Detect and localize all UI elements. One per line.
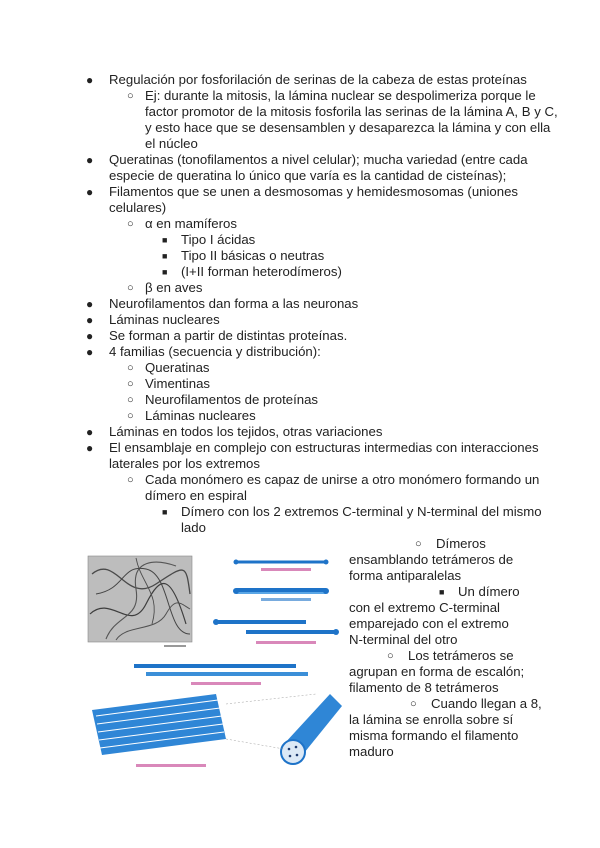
text-line: misma formando el filamento	[349, 728, 519, 743]
text-line: lado	[181, 520, 206, 535]
filament-sheet-diagram	[92, 694, 226, 767]
text-line: agrupan en forma de escalón;	[349, 664, 525, 679]
text-line: Cuando llegan a 8,	[431, 696, 542, 711]
bullet-circle: ○	[127, 394, 134, 406]
bullet-disc: ●	[86, 441, 94, 455]
text-line: (I+II forman heterodímeros)	[181, 264, 342, 279]
text-line: laterales por los extremos	[109, 456, 260, 471]
electron-micrograph	[88, 556, 192, 646]
bullet-disc: ●	[86, 313, 94, 327]
bullet-disc: ●	[86, 329, 94, 343]
text-line: Queratinas (tonofilamentos a nivel celular); mucha variedad (entre cada	[109, 152, 528, 167]
bullet-square: ■	[162, 267, 168, 277]
text-line: la lámina se enrolla sobre sí	[349, 712, 514, 727]
text-line: el núcleo	[145, 136, 198, 151]
bullet-disc: ●	[86, 297, 94, 311]
bullet-disc: ●	[86, 345, 94, 359]
protofilament-diagram	[134, 666, 308, 685]
text-line: y esto hace que se desensamblen y desaparezca la lámina y con ella	[145, 120, 551, 135]
text-line: Tipo I ácidas	[181, 232, 256, 247]
text-line: emparejado con el extremo	[349, 616, 509, 631]
monomer-diagram	[234, 560, 329, 572]
tetramer-diagram	[213, 619, 339, 644]
text-line: con el extremo C-terminal	[349, 600, 500, 615]
text-line: Regulación por fosforilación de serinas de la cabeza de estas proteínas	[109, 72, 527, 87]
bullet-circle: ○	[127, 282, 134, 294]
text-line: Queratinas	[145, 360, 210, 375]
text-line: Dímeros	[436, 536, 486, 551]
text-line: factor promotor de la mitosis fosforila las serinas de la lámina A, B y C,	[145, 104, 558, 119]
bullet-circle: ○	[127, 474, 134, 486]
text-line: Láminas nucleares	[145, 408, 256, 423]
bullet-circle: ○	[127, 90, 134, 102]
bullet-circle: ○	[127, 218, 134, 230]
text-line: Tipo II básicas o neutras	[181, 248, 325, 263]
bullet-circle: ○	[415, 538, 422, 550]
bullet-disc: ●	[86, 73, 94, 87]
text-line: celulares)	[109, 200, 167, 215]
filament-assembly-figure	[86, 544, 344, 776]
text-line: ensamblando tetrámeros de	[349, 552, 514, 567]
text-line: Los tetrámeros se	[408, 648, 514, 663]
text-line: El ensamblaje en complejo con estructuras intermedias con interacciones	[109, 440, 539, 455]
bullet-circle: ○	[127, 378, 134, 390]
text-line: Cada monómero es capaz de unirse a otro monómero formando un	[145, 472, 540, 487]
mature-filament-diagram	[226, 694, 342, 764]
text-line: Ej: durante la mitosis, la lámina nuclear se despolimeriza porque le	[145, 88, 536, 103]
text-line: β en aves	[145, 280, 203, 295]
dimer-diagram	[233, 588, 329, 601]
bullet-square: ■	[162, 507, 168, 517]
text-line: α en mamíferos	[145, 216, 237, 231]
bullet-circle: ○	[127, 410, 134, 422]
text-line: Filamentos que se unen a desmosomas y hemidesmosomas (uniones	[109, 184, 519, 199]
bullet-circle: ○	[387, 650, 394, 662]
bullet-square: ■	[162, 251, 168, 261]
text-line: Vimentinas	[145, 376, 210, 391]
text-line: filamento de 8 tetrámeros	[349, 680, 499, 695]
bullet-disc: ●	[86, 153, 94, 167]
text-line: forma antiparalelas	[349, 568, 462, 583]
bullet-circle: ○	[127, 362, 134, 374]
text-line: Neurofilamentos dan forma a las neuronas	[109, 296, 359, 311]
text-line: dímero en espiral	[145, 488, 247, 503]
text-line: 4 familias (secuencia y distribución):	[109, 344, 321, 359]
text-line: N-terminal del otro	[349, 632, 458, 647]
bullet-disc: ●	[86, 185, 94, 199]
bullet-circle: ○	[410, 698, 417, 710]
bullet-disc: ●	[86, 425, 94, 439]
text-line: Un dímero	[458, 584, 520, 599]
text-line: maduro	[349, 744, 394, 759]
text-line: Láminas en todos los tejidos, otras variaciones	[109, 424, 383, 439]
bullet-square: ■	[162, 235, 168, 245]
text-line: Se forman a partir de distintas proteínas.	[109, 328, 348, 343]
text-line: Neurofilamentos de proteínas	[145, 392, 319, 407]
text-line: Láminas nucleares	[109, 312, 220, 327]
text-line: especie de queratina lo único que varía es la cantidad de cisteínas);	[109, 168, 507, 183]
text-line: Dímero con los 2 extremos C-terminal y N-terminal del mismo	[181, 504, 542, 519]
bullet-square: ■	[439, 587, 445, 597]
